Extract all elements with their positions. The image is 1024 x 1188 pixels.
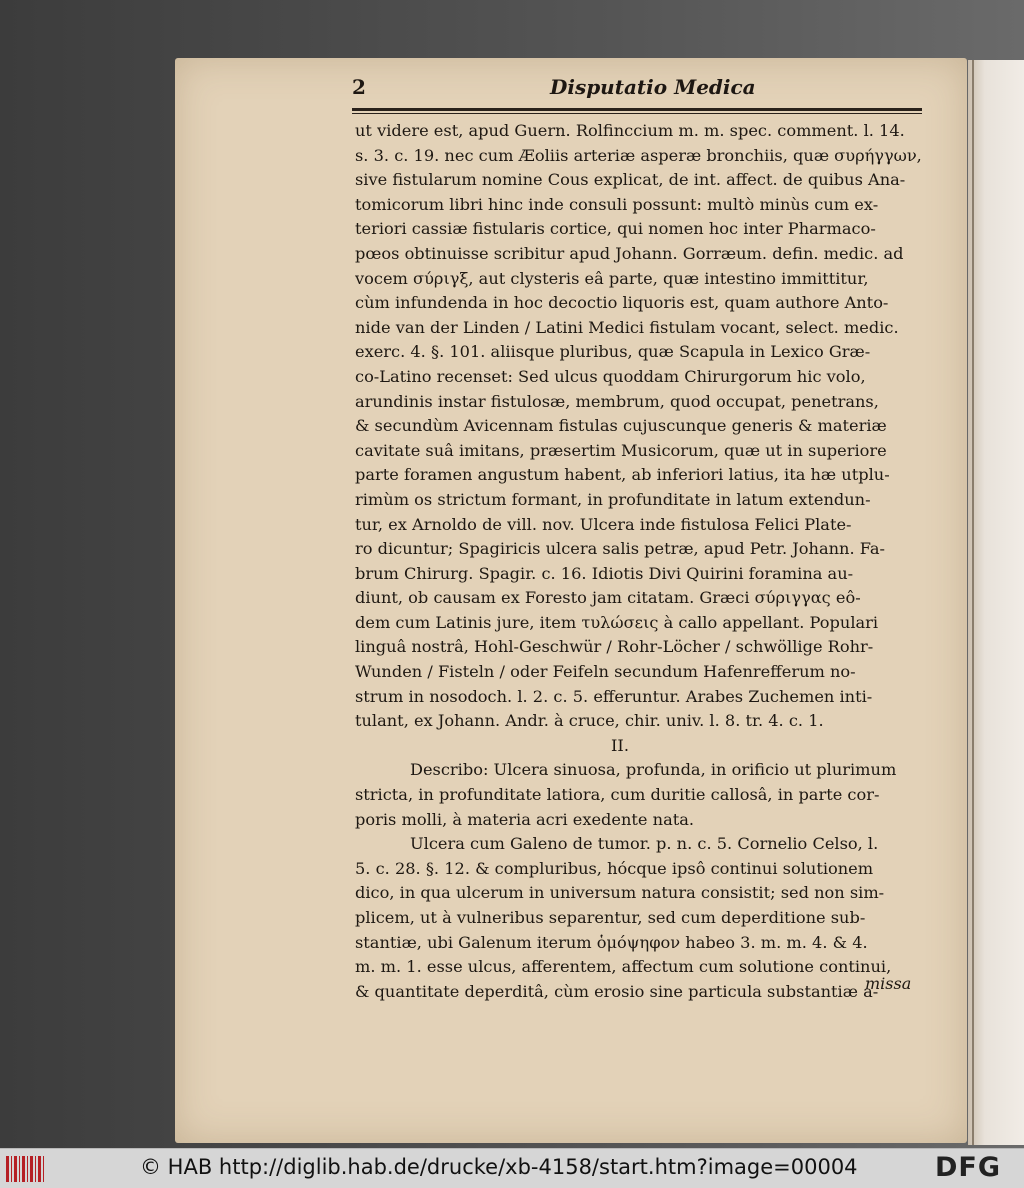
text-line: strum in nosodoch. l. 2. c. 5. efferuntur. Arabes Zuchemen inti- [355, 686, 873, 706]
text-line: plicem, ut à vulneribus separentur, sed cum deperditione sub- [355, 908, 866, 927]
text-line: tomicorum libri hinc inde consuli possunt: multò minùs cum ex- [355, 194, 879, 214]
text-line: cùm infundenda in hoc decoctio liquoris est, quam authore Anto- [355, 293, 889, 313]
text-line: Wunden / Fisteln / oder Feifeln secundum Hafenrefferum no- [355, 662, 856, 682]
text-line: & secundùm Avicennam fistulas cujuscunque generis & materiæ [355, 416, 887, 436]
header-rule [352, 108, 922, 111]
header-rule-thin [352, 113, 922, 114]
copyright-url[interactable]: © HAB http://diglib.hab.de/drucke/xb-4158/start.htm?image=00004 [140, 1155, 858, 1179]
adjacent-page-edge [968, 60, 1024, 1145]
barcode-icon[interactable] [6, 1156, 46, 1182]
text-line: tulant, ex Johann. Andr. à cruce, chir. univ. l. 8. tr. 4. c. 1. [355, 711, 824, 731]
text-line: linguâ nostrâ, Hohl-Geschwür / Rohr-Löcher / schwöllige Rohr- [355, 637, 874, 657]
text-line: diunt, ob causam ex Foresto jam citatam. Græci σύριγγας eô- [355, 588, 861, 608]
text-line: vocem σύριγξ, aut clysteris eâ parte, quæ intestino immittitur, [355, 268, 869, 288]
running-header [345, 75, 925, 105]
text-line: dico, in qua ulcerum in universum natura consistit; sed non sim- [355, 883, 885, 903]
text-line: sive fistularum nomine Cous explicat, de int. affect. de quibus Ana- [355, 170, 906, 190]
text-line: cavitate suâ imitans, præsertim Musicorum, quæ ut in superiore [355, 440, 887, 460]
text-line: ut videre est, apud Guern. Rolfinccium m. m. spec. comment. l. 14. [355, 121, 905, 140]
dfg-logo[interactable]: DFG [935, 1152, 1002, 1183]
page-fold [972, 60, 974, 1145]
text-line: nide van der Linden / Latini Medici fistulam vocant, select. medic. [355, 317, 899, 337]
text-line: stantiæ, ubi Galenum iterum ὁμόψηφον habeo 3. m. m. 4. & 4. [355, 932, 868, 952]
text-line: ro dicuntur; Spagiricis ulcera salis petræ, apud Petr. Johann. Fa- [355, 539, 885, 559]
text-line: rimùm os strictum formant, in profunditate in latum extendun- [355, 489, 871, 509]
text-line: poris molli, à materia acri exedente nata. [355, 809, 695, 829]
text-line: arundinis instar fistulosæ, membrum, quod occupat, penetrans, [355, 391, 879, 411]
text-line: tur, ex Arnoldo de vill. nov. Ulcera inde fistulosa Felici Plate- [355, 514, 852, 534]
section-number: II. [611, 735, 629, 755]
text-line: co-Latino recenset: Sed ulcus quoddam Chirurgorum hic volo, [355, 366, 866, 386]
text-line: brum Chirurg. Spagir. c. 16. Idiotis Divi Quirini foramina au- [355, 563, 854, 583]
viewer-footer [0, 1148, 1024, 1188]
text-line: Ulcera cum Galeno de tumor. p. n. c. 5. Cornelio Celso, l. [410, 834, 879, 854]
text-line: dem cum Latinis jure, item τυλώσεις à callo appellant. Populari [355, 612, 879, 632]
text-line: s. 3. c. 19. nec cum Æoliis arteriæ asperæ bronchiis, quæ συρήγγων, [355, 145, 922, 165]
catchword: missa [865, 974, 912, 993]
text-line: pœos obtinuisse scribitur apud Johann. Gorræum. defin. medic. ad [355, 243, 904, 263]
text-line: teriori cassiæ fistularis cortice, qui nomen hoc inter Pharmaco- [355, 219, 876, 239]
running-title: Disputatio Medica [550, 75, 756, 99]
page-number: 2 [352, 75, 366, 99]
text-line: stricta, in profunditate latiora, cum duritie callosâ, in parte cor- [355, 785, 880, 805]
text-line: Describo: Ulcera sinuosa, profunda, in orificio ut plurimum [410, 760, 897, 780]
text-line: & quantitate deperditâ, cùm erosio sine particula substantiæ a- [355, 981, 879, 1001]
text-line: parte foramen angustum habent, ab inferiori latius, ita hæ utplu- [355, 465, 890, 485]
page-text [355, 119, 925, 1004]
text-line: exerc. 4. §. 101. aliisque pluribus, quæ Scapula in Lexico Græ- [355, 342, 871, 362]
text-line: 5. c. 28. §. 12. & compluribus, hócque ipsô continui solutionem [355, 858, 874, 878]
text-line: m. m. 1. esse ulcus, afferentem, affectum cum solutione continui, [355, 957, 892, 977]
